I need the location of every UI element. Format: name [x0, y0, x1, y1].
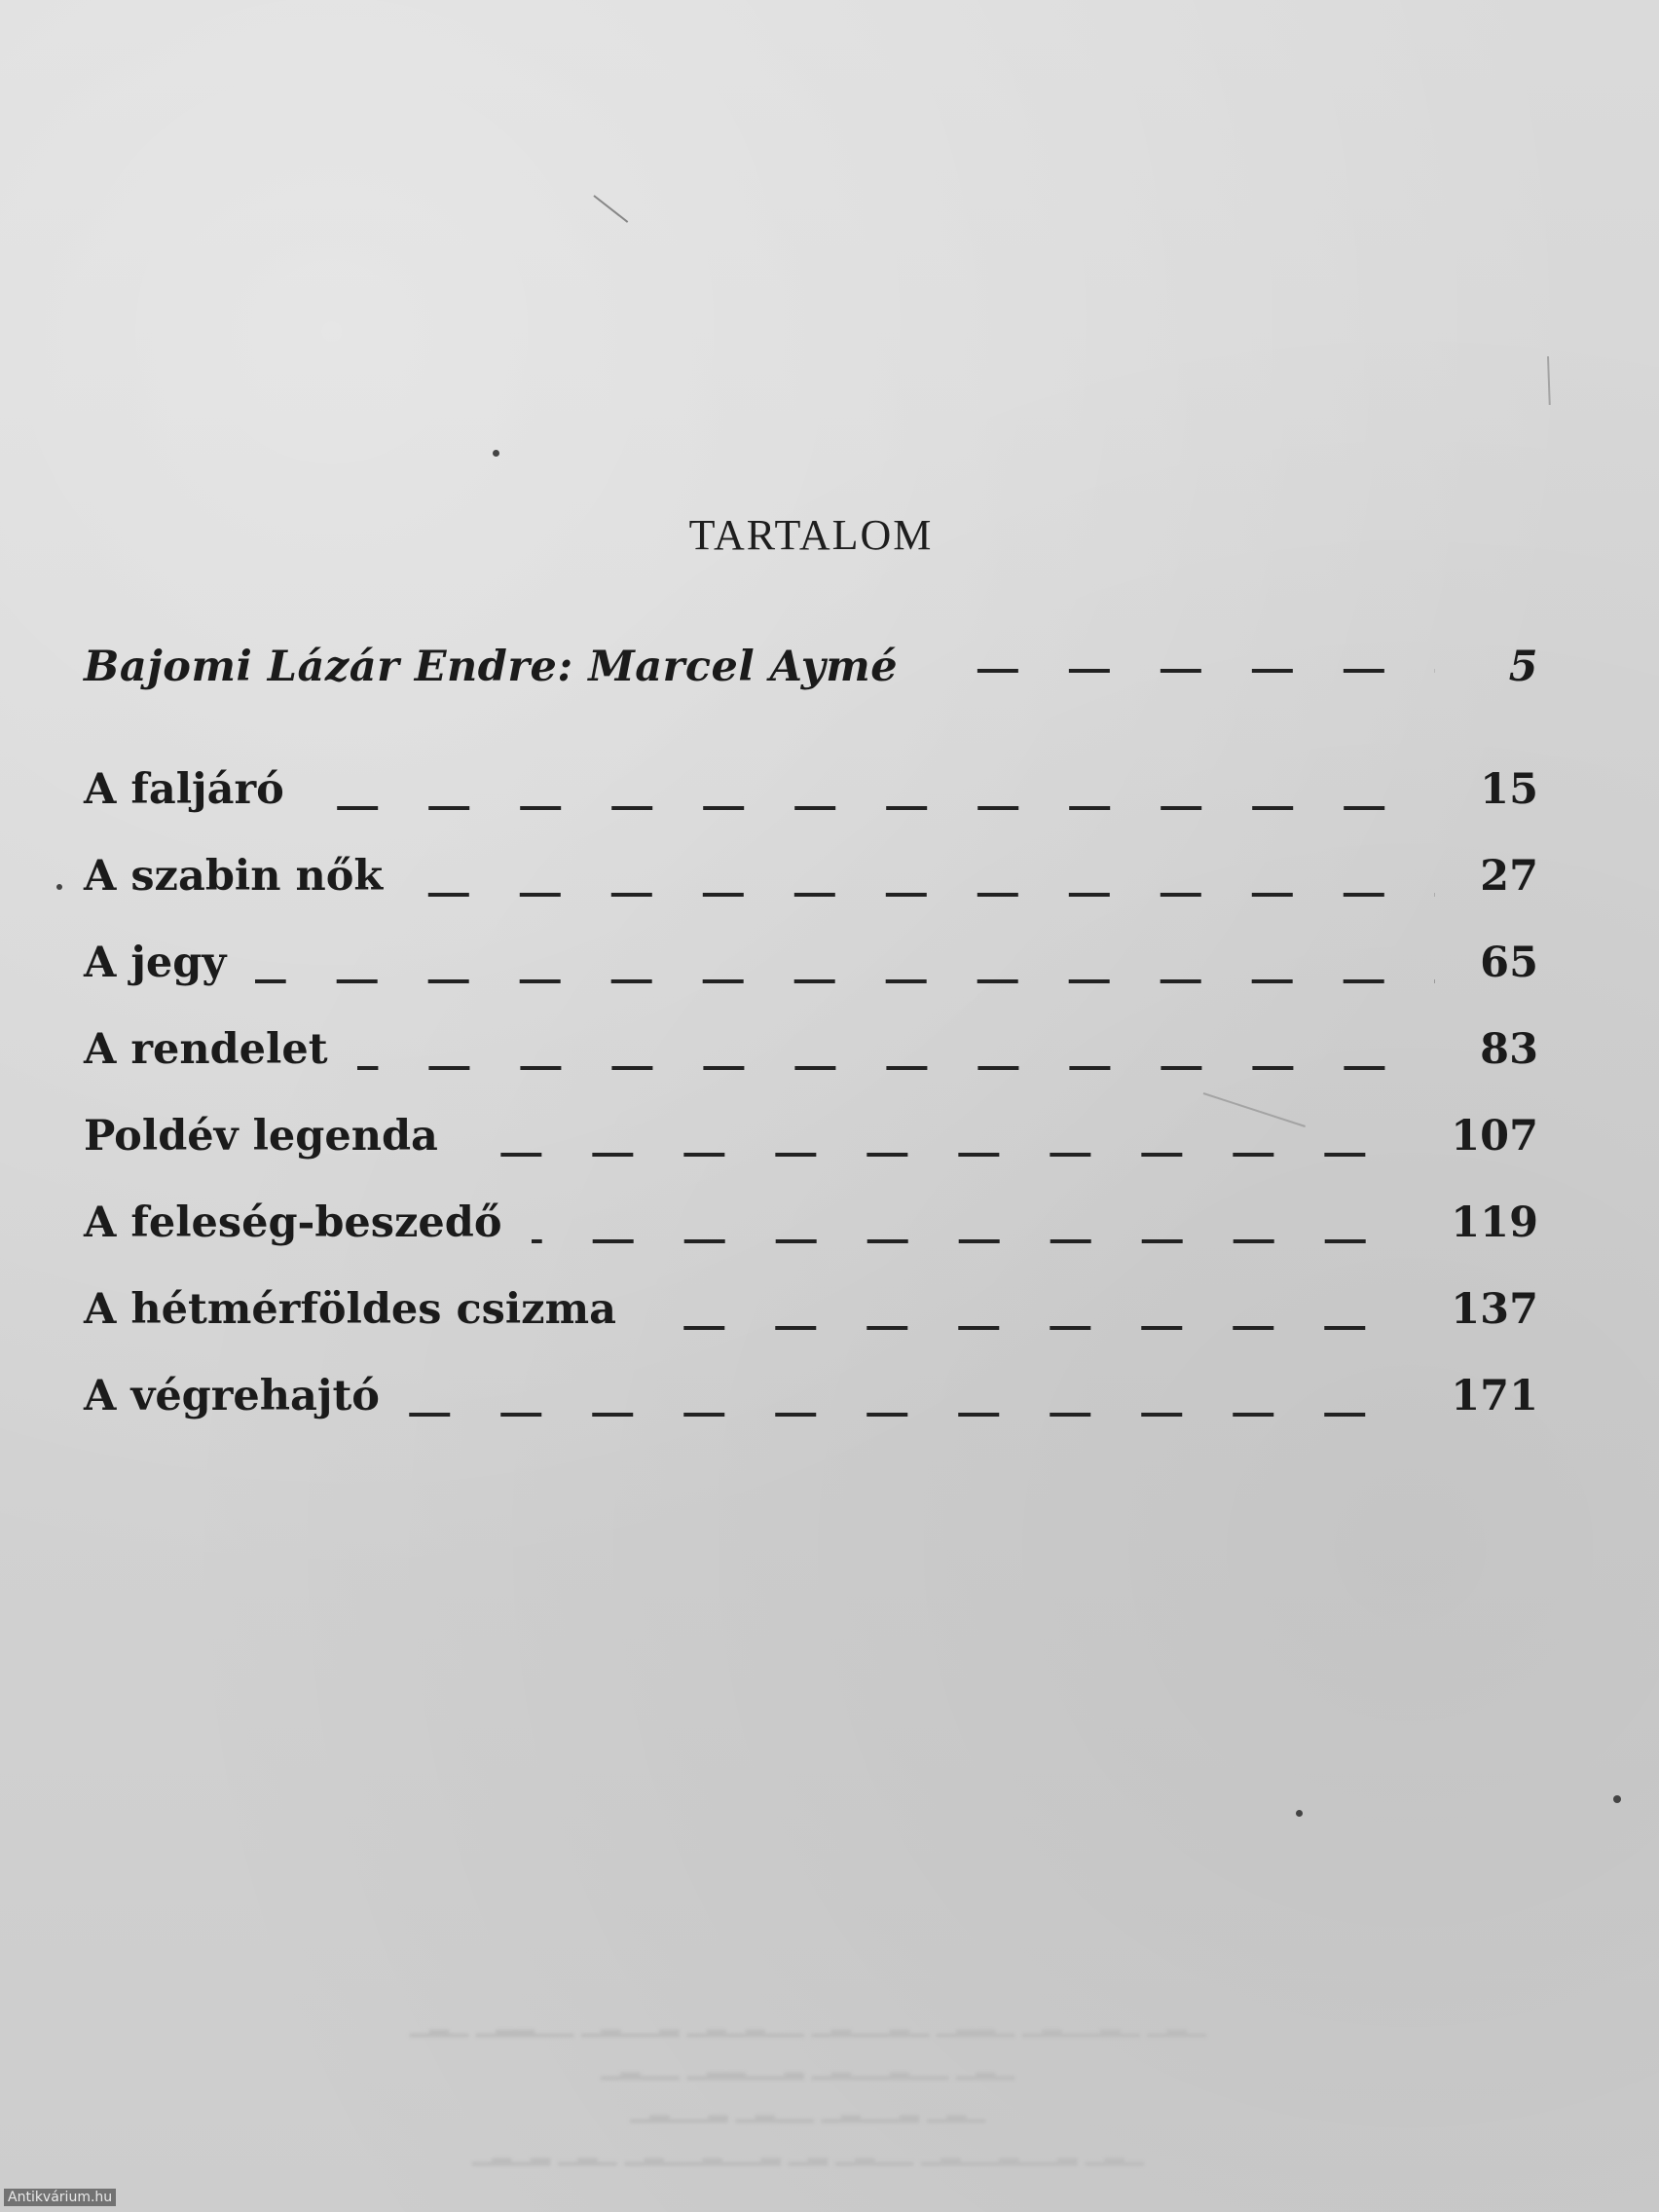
- toc-entry: [84, 760, 1538, 847]
- toc-entry-label: A rendelet: [84, 1025, 328, 1074]
- dot-leader: [255, 979, 1435, 983]
- toc-page-number: 83: [1480, 1025, 1538, 1074]
- watermark: Antikvárium.hu: [4, 2189, 116, 2206]
- toc-page-number: 171: [1451, 1372, 1538, 1420]
- dot-leader: [409, 1413, 1416, 1417]
- dot-leader: [645, 1326, 1416, 1330]
- dot-leader: [927, 669, 1435, 673]
- toc-entry-label: A jegy: [84, 939, 227, 987]
- table-of-contents: [84, 638, 1538, 1454]
- toc-entry-label: A faljáró: [84, 765, 284, 814]
- toc-page-number: 15: [1480, 765, 1538, 814]
- show-through-imprint: ▁▂▁ ▁▂▂▁▁ ▁▂▁▁▂ ▁▂▁▂▁▁ ▁▂▁▁▂▁ ▁▂▂▁ ▁▂▁▁▂▁ ▁▂▁ ▁▂▁▁ ▁▂▂▁▁▂ ▁▂▁▁▂▁▁ ▁▂▁ ▁▂▁▁▂ ▁▂▁▁ ▁▂▁▁▂ ▁▂▁ ▁▂▁▂ ▁▂▁ ▁▂▁▁▂▁▁▂ ▁▂ ▁▂▁▁ ▁▂▁▁▂▁▁▂ ▁▂▁: [410, 2009, 1206, 2166]
- dot-leader: [357, 1066, 1435, 1070]
- toc-page-number: 137: [1451, 1285, 1538, 1334]
- toc-entry: [84, 847, 1538, 934]
- toc-entry-label: A végrehajtó: [84, 1372, 380, 1420]
- dot-leader: [532, 1239, 1417, 1243]
- toc-entry: [84, 1280, 1538, 1367]
- toc-entry: [84, 1107, 1538, 1194]
- toc-page-number: 119: [1451, 1198, 1538, 1247]
- page-title: TARTALOM: [688, 511, 934, 559]
- toc-entry-label: Poldév legenda: [84, 1112, 438, 1161]
- toc-page-number: 5: [1508, 643, 1538, 691]
- toc-entry: [84, 1194, 1538, 1280]
- dot-leader: [467, 1153, 1416, 1157]
- toc-entry: [84, 1020, 1538, 1107]
- toc-entry: [84, 934, 1538, 1020]
- toc-page-number: 27: [1480, 852, 1538, 901]
- paper-speck: [1613, 1795, 1621, 1803]
- toc-entry-label: A feleség-beszedő: [84, 1198, 502, 1247]
- toc-entry: [84, 1367, 1538, 1454]
- dot-leader: [412, 893, 1435, 897]
- paper-scratch: [593, 195, 628, 223]
- paper-speck: [493, 450, 499, 457]
- toc-entry-label: A hétmérföldes csizma: [84, 1285, 616, 1334]
- toc-entry-label: A szabin nők: [84, 852, 384, 901]
- toc-page-number: 107: [1451, 1112, 1538, 1161]
- paper-speck: [1296, 1810, 1303, 1817]
- paper-speck: [56, 884, 62, 890]
- toc-entry-label: Bajomi Lázár Endre: Marcel Aymé: [84, 643, 899, 691]
- toc-entry-intro: [84, 638, 1538, 696]
- toc-page-number: 65: [1480, 939, 1538, 987]
- paper-scratch: [1547, 356, 1551, 405]
- dot-leader: [313, 806, 1435, 810]
